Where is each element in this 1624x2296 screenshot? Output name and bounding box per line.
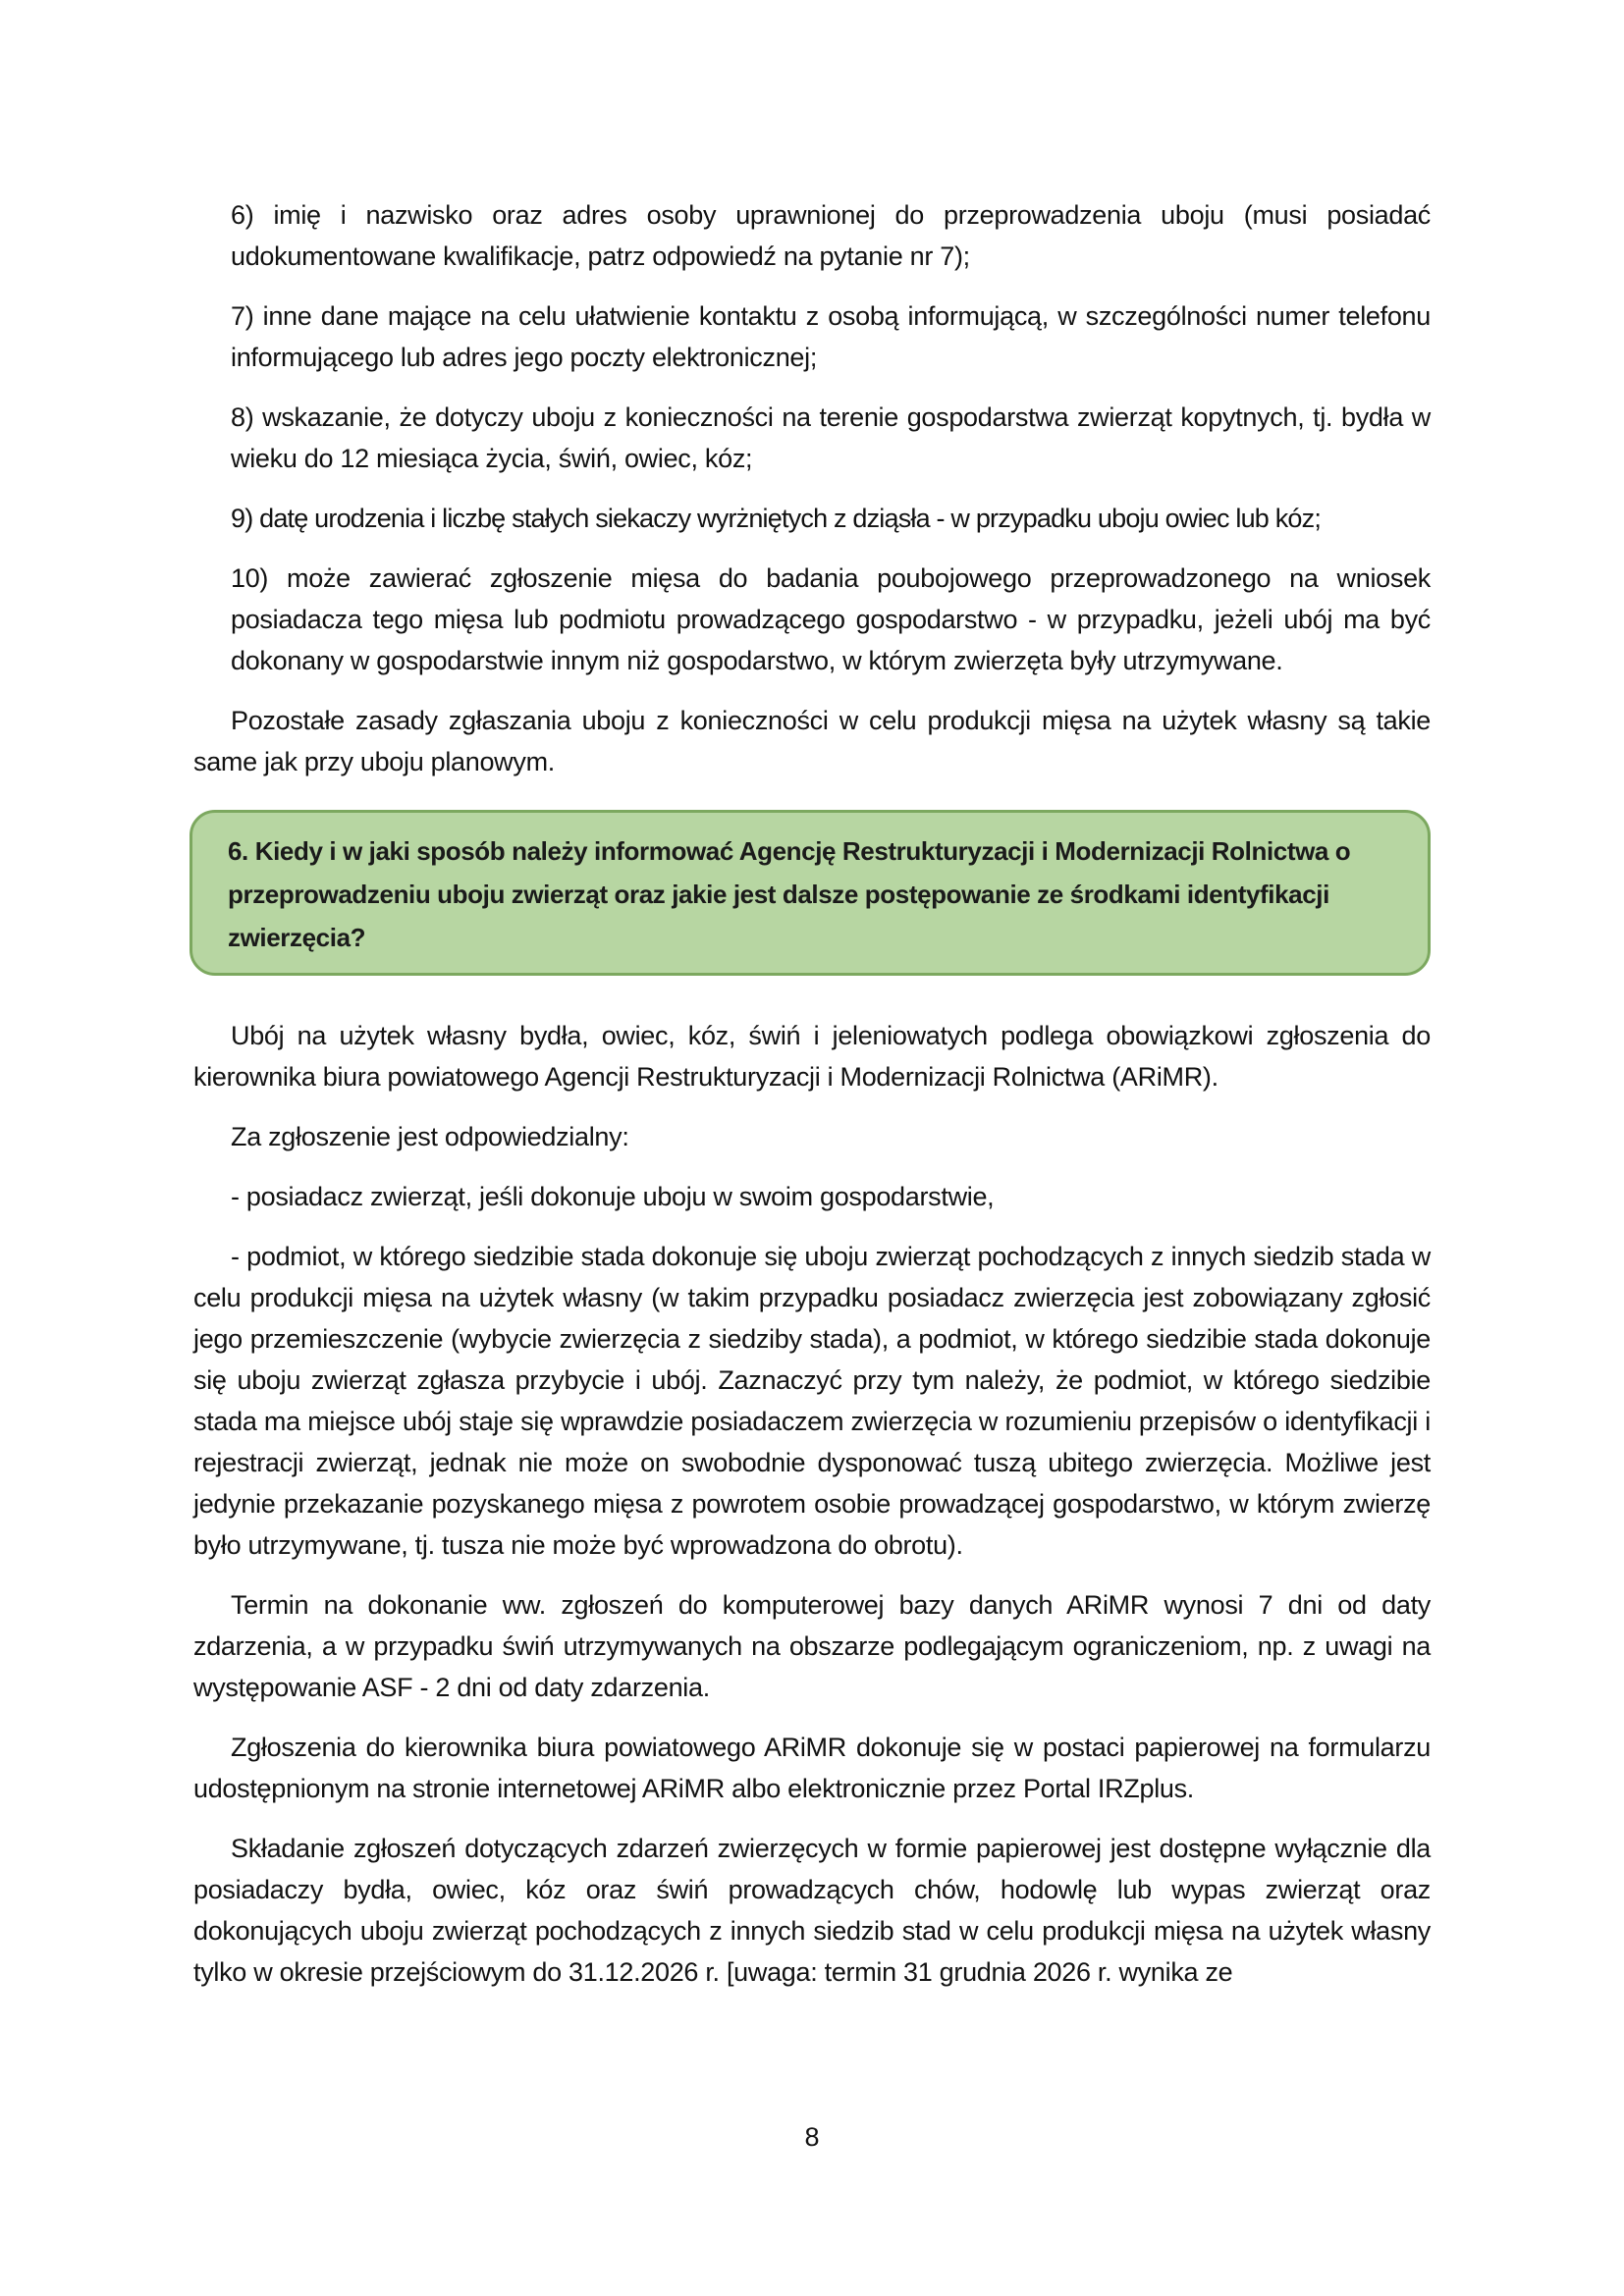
answer-paragraph-6: Zgłoszenia do kierownika biura powiatowego ARiMR dokonuje się w postaci papierowej na formularzu udostępnionym na stronie internetowej ARiMR albo elektronicznie przez Portal IRZplus. (193, 1733, 1431, 1803)
page-number: 8 (804, 2122, 820, 2152)
numbered-item-8: 8) wskazanie, że dotyczy uboju z konieczności na terenie gospodarstwa zwierząt kopytnych, tj. bydła w wieku do 12 miesiąca życia, świń, owiec, kóz; (231, 402, 1431, 473)
page-body-text (193, 194, 1431, 2011)
numbered-item-10: 10) może zawierać zgłoszenie mięsa do badania poubojowego przeprowadzonego na wniosek posiadacza tego mięsa lub podmiotu prowadzącego gospodarstwo - w przypadku, jeżeli ubój ma być dokonany w gospodarstwie innym niż gospodarstwo, w którym zwierzęta były utrzymywane. (231, 563, 1431, 675)
question-heading-text: 6. Kiedy i w jaki sposób należy informować Agencję Restrukturyzacji i Modernizacji Rolnictwa o przeprowadzeniu uboju zwierząt oraz jakie jest dalsze postępowanie ze środkami identyfikacji zwierzęcia? (228, 836, 1351, 952)
answer-paragraph-7: Składanie zgłoszeń dotyczących zdarzeń zwierzęcych w formie papierowej jest dostępne wyłącznie dla posiadaczy bydła, owiec, kóz oraz świń prowadzących chów, hodowlę lub wypas zwierząt oraz dokonujących uboju zwierząt pochodzących z innych siedzib stad w celu produkcji mięsa na użytek własny tylko w okresie przejściowym do 31.12.2026 r. [uwaga: termin 31 grudnia 2026 r. wynika ze (193, 1834, 1431, 1987)
answer-paragraph-2: Za zgłoszenie jest odpowiedzialny: (231, 1122, 629, 1151)
numbered-item-7: 7) inne dane mające na celu ułatwienie kontaktu z osobą informującą, w szczególności numer telefonu informującego lub adres jego poczty elektronicznej; (231, 301, 1431, 372)
numbered-item-9: 9) datę urodzenia i liczbę stałych siekaczy wyrżniętych z dziąsła - w przypadku uboju owiec lub kóz; (231, 504, 1322, 533)
closing-paragraph: Pozostałe zasady zgłaszania uboju z konieczności w celu produkcji mięsa na użytek własny są takie same jak przy uboju planowym. (193, 706, 1431, 776)
answer-paragraph-5: Termin na dokonanie ww. zgłoszeń do komputerowej bazy danych ARiMR wynosi 7 dni od daty zdarzenia, a w przypadku świń utrzymywanych na obszarze podlegającym ograniczeniom, np. z uwagi na występowanie ASF - 2 dni od daty zdarzenia. (193, 1590, 1431, 1702)
answer-paragraph-3: - posiadacz zwierząt, jeśli dokonuje uboju w swoim gospodarstwie, (231, 1182, 995, 1211)
question-heading-box (189, 810, 1431, 976)
numbered-item-6: 6) imię i nazwisko oraz adres osoby uprawnionej do przeprowadzenia uboju (musi posiadać udokumentowane kwalifikacje, patrz odpowiedź na pytanie nr 7); (231, 200, 1431, 271)
answer-paragraph-4: - podmiot, w którego siedzibie stada dokonuje się uboju zwierząt pochodzących z innych siedzib stada w celu produkcji mięsa na użytek własny (w takim przypadku posiadacz zwierzęcia jest zobowiązany zgłosić jego przemieszczenie (wybycie zwierzęcia z siedziby stada), a podmiot, w którego siedzibie stada dokonuje się uboju zwierząt zgłasza przybycie i ubój. Zaznaczyć przy tym należy, że podmiot, w którego siedzibie stada ma miejsce ubój staje się wprawdzie posiadaczem zwierzęcia w rozumieniu przepisów o identyfikacji i rejestracji zwierząt, jednak nie może on swobodnie dysponować tuszą ubitego zwierzęcia. Możliwe jest jedynie przekazanie pozyskanego mięsa z powrotem osobie prowadzącej gospodarstwo, w którym zwierzę było utrzymywane, tj. tusza nie może być wprowadzona do obrotu). (193, 1242, 1431, 1560)
answer-paragraph-1: Ubój na użytek własny bydła, owiec, kóz, świń i jeleniowatych podlega obowiązkowi zgłoszenia do kierownika biura powiatowego Agencji Restrukturyzacji i Modernizacji Rolnictwa (ARiMR). (193, 1021, 1431, 1092)
